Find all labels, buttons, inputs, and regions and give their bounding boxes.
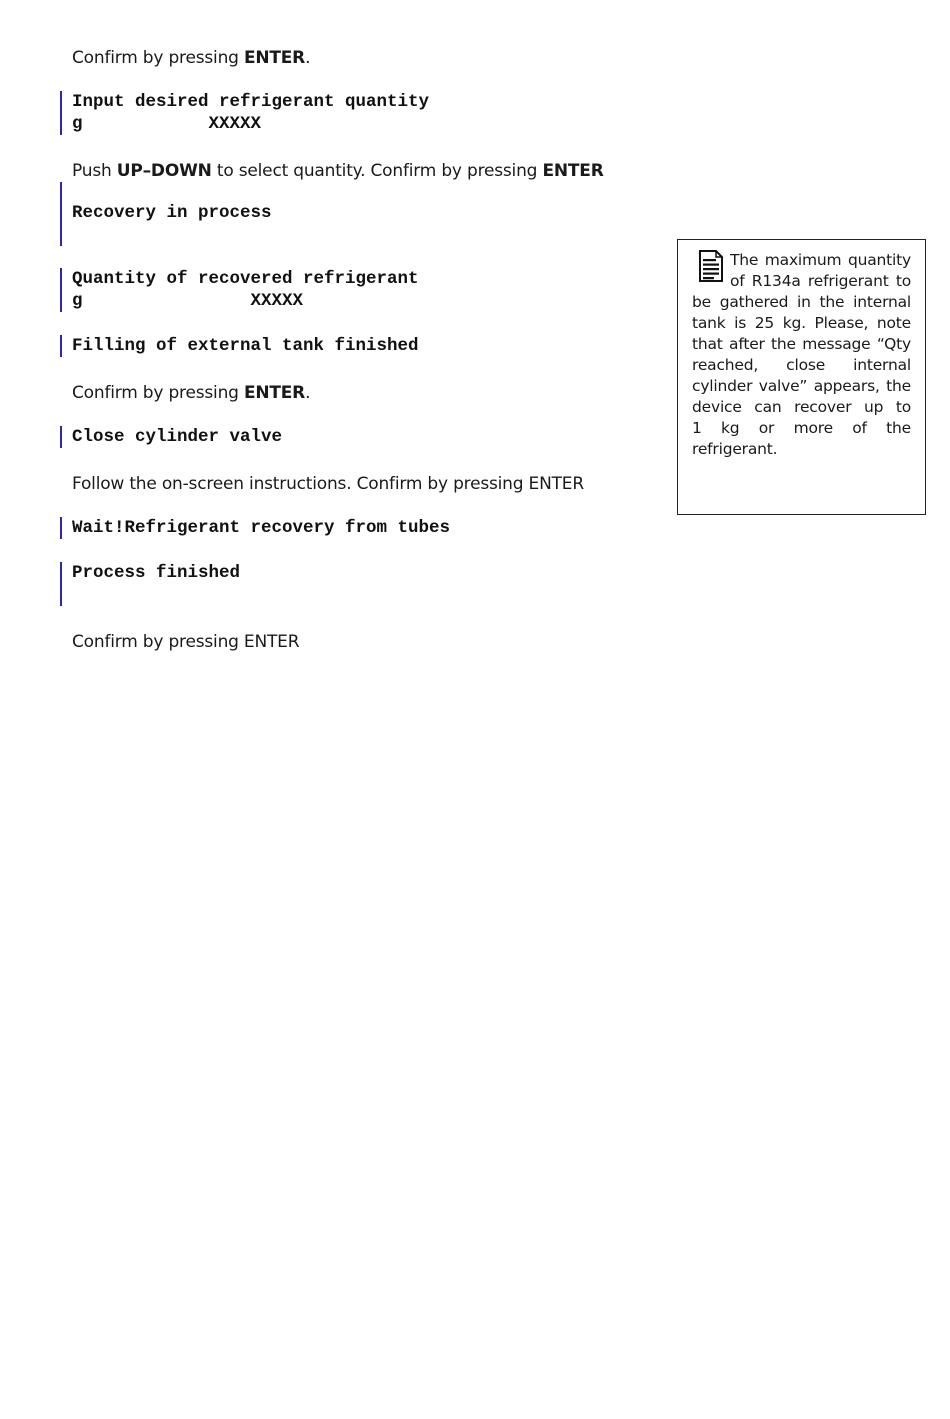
instruction-text: Confirm by pressing — [72, 383, 244, 403]
display-wait-recovery — [60, 517, 450, 539]
instruction-confirm-enter-final: Confirm by pressing ENTER — [72, 632, 300, 652]
display-line: g XXXXX — [72, 291, 304, 311]
display-line: Quantity of recovered refrigerant — [72, 269, 419, 289]
display-line: Process finished — [72, 563, 241, 583]
instruction-punct: . — [305, 48, 311, 68]
instruction-follow: Follow the on-screen instructions. Confirm by pressing ENTER — [72, 474, 584, 494]
display-input-quantity — [60, 91, 429, 135]
display-recovery-in-process — [60, 182, 272, 246]
key-enter: ENTER — [542, 161, 604, 181]
display-filling-finished — [60, 335, 419, 357]
display-close-cylinder — [60, 426, 282, 448]
note-text: The maximum quantity of R134a refrigerant to be gathered in the internal tank is 25 kg. Please, note that after the message “Qty reached, close internal cylinder valve” appears, the device can recover up to 1 kg or more of the refrigerant. — [692, 251, 911, 458]
document-icon — [698, 250, 724, 282]
instruction-text: Confirm by pressing — [72, 48, 244, 68]
note-box — [677, 239, 926, 515]
instruction-text: to select quantity. Confirm by pressing — [211, 161, 543, 181]
instruction-confirm-enter — [72, 382, 310, 404]
display-line: Wait!Refrigerant recovery from tubes — [72, 518, 451, 538]
instruction-push-updown — [72, 160, 604, 182]
key-enter: ENTER — [243, 48, 306, 68]
key-updown: UP–DOWN — [116, 161, 212, 181]
display-line: g XXXXX — [72, 114, 262, 134]
display-process-finished — [60, 562, 240, 606]
display-line: Filling of external tank finished — [72, 336, 419, 356]
key-enter: ENTER — [243, 383, 306, 403]
display-line: Input desired refrigerant quantity — [72, 92, 430, 112]
instruction-text: Push — [72, 161, 117, 181]
instruction-confirm-enter — [72, 47, 310, 69]
display-line: Recovery in process — [72, 203, 272, 223]
instruction-punct: . — [305, 383, 311, 403]
display-line: Close cylinder valve — [72, 427, 283, 447]
display-quantity-recovered — [60, 268, 419, 312]
